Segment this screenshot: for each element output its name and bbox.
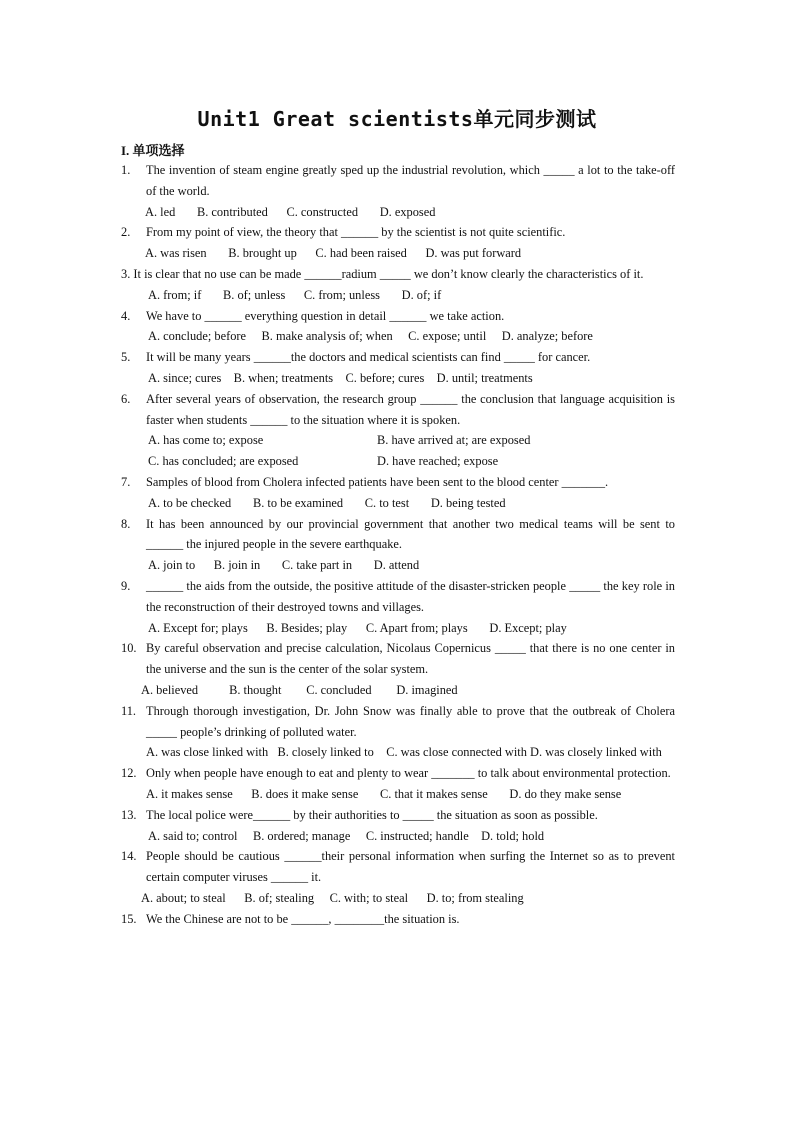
question-options: A. led B. contributed C. constructed D. exposed xyxy=(145,204,436,219)
question-number: 13. xyxy=(121,807,137,822)
question-number: 7. xyxy=(121,474,131,489)
question-options: A. to be checked B. to be examined C. to test D. being tested xyxy=(148,495,506,510)
question-item xyxy=(121,763,675,784)
question-number: 12. xyxy=(121,766,137,781)
option-c: C. has concluded; are exposed xyxy=(148,454,299,469)
question-item xyxy=(121,306,675,327)
question-options: A. join to B. join in C. take part in D. attend xyxy=(148,558,420,573)
question-text: By careful observation and precise calculation, Nicolaus Copernicus _____ that there is no one center in the universe and the sun is the center of the solar system. xyxy=(146,641,675,677)
question-text: After several years of observation, the research group ______ the conclusion that language acquisition is faster when students ______ to the situation where it is spoken. xyxy=(146,391,675,427)
question-item xyxy=(121,160,675,202)
question-options: A. was close linked with B. closely linked to C. was close connected with D. was closely linked with xyxy=(146,745,662,760)
question-text: Only when people have enough to eat and plenty to wear _______ to talk about environmental protection. xyxy=(146,766,671,781)
question-text: It has been announced by our provincial government that another two medical teams will be sent to ______ the injured people in the severe earthquake. xyxy=(146,516,675,552)
question-options: A. said to; control B. ordered; manage C. instructed; handle D. told; hold xyxy=(148,828,545,843)
question-number: 4. xyxy=(121,308,131,323)
question-text: Samples of blood from Cholera infected patients have been sent to the blood center _______. xyxy=(146,474,609,489)
option-d: D. have reached; expose xyxy=(377,454,499,469)
question-options-wrap xyxy=(121,742,675,763)
question-text: We the Chinese are not to be ______, ________the situation is. xyxy=(146,911,460,926)
question-item xyxy=(121,701,675,743)
question-options: A. it makes sense B. does it make sense C. that it makes sense D. do they make sense xyxy=(146,786,622,801)
question-options: A. since; cures B. when; treatments C. before; cures D. until; treatments xyxy=(148,370,533,385)
question-number: 11. xyxy=(121,703,137,718)
question-options: A. conclude; before B. make analysis of; when C. expose; until D. analyze; before xyxy=(148,329,593,344)
question-options: A. from; if B. of; unless C. from; unless D. of; if xyxy=(148,287,442,302)
question-item xyxy=(121,347,675,368)
question-number: 1. xyxy=(121,163,131,177)
question-item xyxy=(121,576,675,618)
question-item xyxy=(121,909,675,930)
question-number: 15. xyxy=(121,911,137,926)
section-heading: I. 单项选择 xyxy=(121,143,185,158)
question-text: Through thorough investigation, Dr. John Snow was finally able to prove that the outbreak of Cholera _____ people’s drinking of polluted water. xyxy=(146,703,675,739)
question-options-wrap xyxy=(121,784,675,805)
question-item xyxy=(121,389,675,431)
option-b: B. have arrived at; are exposed xyxy=(377,433,531,448)
question-text: We have to ______ everything question in detail ______ we take action. xyxy=(146,308,505,323)
question-item xyxy=(121,472,675,493)
question-number: 2. xyxy=(121,225,131,240)
question-options xyxy=(121,430,675,451)
question-item xyxy=(121,638,675,680)
question-options: A. Except for; plays B. Besides; play C. Apart from; plays D. Except; play xyxy=(148,620,567,635)
question-text: The local police were______ by their authorities to _____ the situation as soon as possible. xyxy=(146,807,598,822)
question-number: 5. xyxy=(121,350,131,365)
question-list xyxy=(121,160,675,929)
question-text: It will be many years ______the doctors and medical scientists can find _____ for cancer. xyxy=(146,350,591,365)
question-number: 9. xyxy=(121,578,131,593)
page-title: Unit1 Great scientists单元同步测试 xyxy=(197,107,597,131)
question-number: 6. xyxy=(121,391,131,406)
question-text: People should be cautious ______their personal information when surfing the Internet so as to prevent certain computer viruses ______ it. xyxy=(146,849,675,885)
option-a: A. has come to; expose xyxy=(148,433,264,448)
question-text: From my point of view, the theory that ______ by the scientist is not quite scientific. xyxy=(146,225,566,240)
question-options xyxy=(121,451,675,472)
question-options: A. about; to steal B. of; stealing C. with; to steal D. to; from stealing xyxy=(141,890,524,905)
question-item xyxy=(121,846,675,888)
question-number: 3. xyxy=(121,266,131,281)
question-item xyxy=(121,805,675,826)
question-text: The invention of steam engine greatly sped up the industrial revolution, which _____ a lot to the take-off of the world. xyxy=(146,163,675,198)
question-text: ______ the aids from the outside, the positive attitude of the disaster-stricken people _____ the key role in the reconstruction of their destroyed towns and villages. xyxy=(146,578,675,614)
question-number: 10. xyxy=(121,641,137,656)
question-options: A. believed B. thought C. concluded D. imagined xyxy=(141,682,458,697)
question-options: A. was risen B. brought up C. had been raised D. was put forward xyxy=(145,246,522,261)
question-number: 14. xyxy=(121,849,137,864)
question-item xyxy=(121,514,675,556)
question-item xyxy=(121,222,675,243)
question-text: It is clear that no use can be made ______radium _____ we don’t know clearly the characteristics of it. xyxy=(133,266,644,281)
question-number: 8. xyxy=(121,516,131,531)
question-item xyxy=(121,264,675,285)
